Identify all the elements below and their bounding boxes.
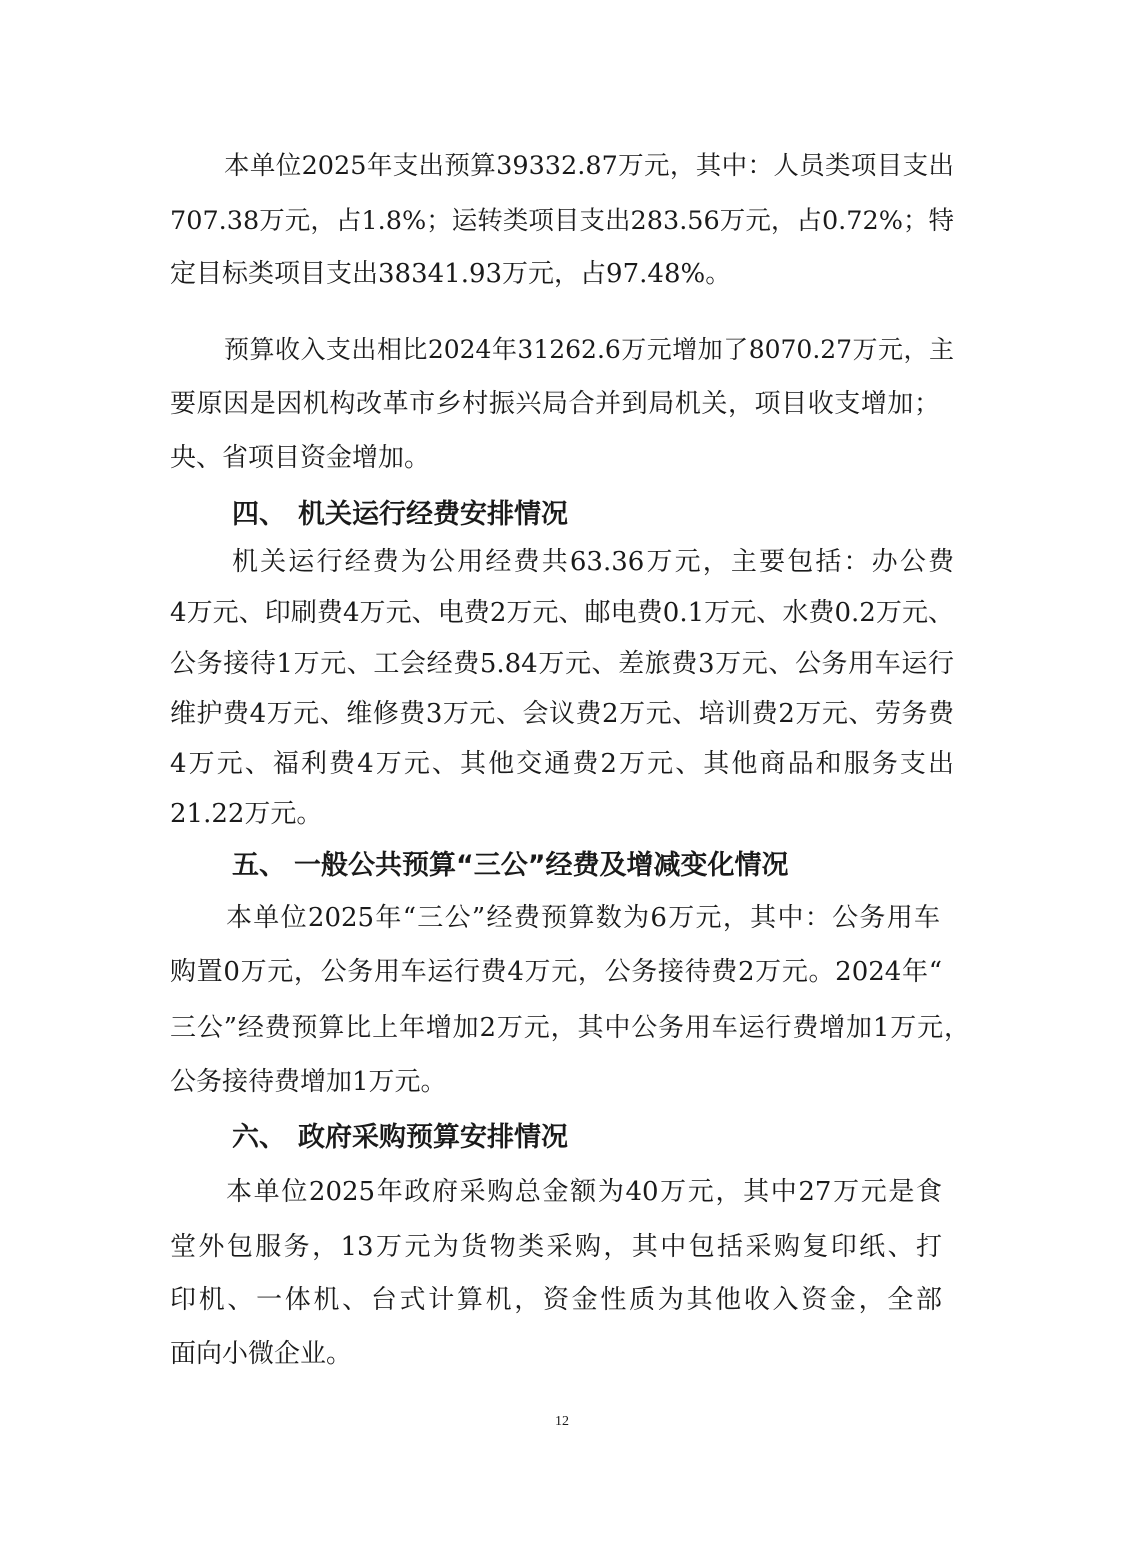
text-line: 堂外包服务，13万元为货物类采购，其中包括采购复印纸、打 xyxy=(170,1232,942,1262)
text-line: 预算收入支出相比2024年31262.6万元增加了8070.27万元，主 xyxy=(224,335,954,364)
text-line: 21.22万元。 xyxy=(170,799,323,829)
text-line: 707.38万元，占1.8%；运转类项目支出283.56万元，占0.72%；特 xyxy=(170,206,954,236)
section-title: 一般公共预算“三公”经费及增减变化情况 xyxy=(294,850,789,881)
text-line: 本单位2025年“三公”经费预算数为6万元，其中：公务用车 xyxy=(226,903,940,933)
text-line: 三公”经费预算比上年增加2万元，其中公务用车运行费增加1万元， xyxy=(170,1013,970,1043)
section-number: 五、 xyxy=(232,850,286,881)
page-number: 12 xyxy=(555,1414,569,1429)
text-line: 印机、一体机、台式计算机，资金性质为其他收入资金，全部 xyxy=(170,1285,942,1315)
text-line: 4万元、福利费4万元、其他交通费2万元、其他商品和服务支出 xyxy=(170,749,954,779)
text-line: 购置0万元，公务用车运行费4万元，公务接待费2万元。2024年“ xyxy=(170,957,942,987)
section-title: 政府采购预算安排情况 xyxy=(298,1122,568,1153)
section-number: 四、 xyxy=(232,499,286,530)
text-line: 定目标类项目支出38341.93万元，占97.48%。 xyxy=(170,259,732,289)
text-line: 4万元、印刷费4万元、电费2万元、邮电费0.1万元、水费0.2万元、 xyxy=(170,598,954,628)
text-line: 维护费4万元、维修费3万元、会议费2万元、培训费2万元、劳务费 xyxy=(170,699,954,729)
text-line: 要原因是因机构改革市乡村振兴局合并到局机关，项目收支增加； xyxy=(170,389,940,419)
section-number: 六、 xyxy=(232,1122,286,1153)
text-line: 机关运行经费为公用经费共63.36万元，主要包括：办公费 xyxy=(232,547,954,577)
text-line: 面向小微企业。 xyxy=(170,1339,353,1369)
text-line: 本单位2025年政府采购总金额为40万元，其中27万元是食 xyxy=(226,1177,942,1207)
text-line: 央、省项目资金增加。 xyxy=(170,443,431,473)
text-line: 公务接待费增加1万元。 xyxy=(170,1067,447,1097)
text-line: 公务接待1万元、工会经费5.84万元、差旅费3万元、公务用车运行 xyxy=(170,649,954,679)
section-title: 机关运行经费安排情况 xyxy=(298,499,568,530)
text-line: 本单位2025年支出预算39332.87万元，其中：人员类项目支出 xyxy=(224,151,954,181)
